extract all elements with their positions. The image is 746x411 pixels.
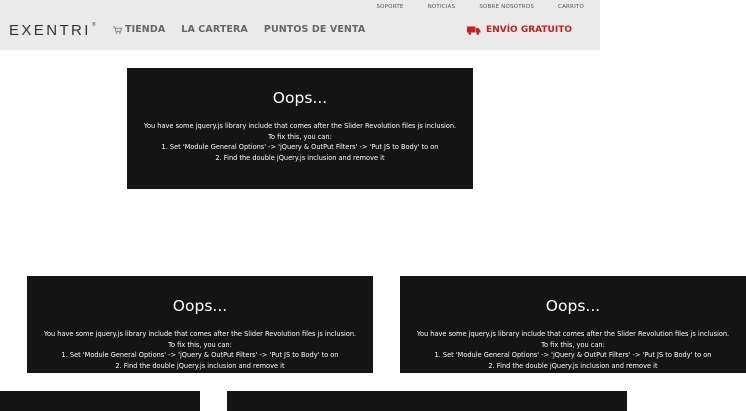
logo-mark: ®	[91, 22, 96, 28]
nav-tienda-label: TIENDA	[125, 24, 166, 35]
error-title: Oops...	[172, 297, 228, 315]
free-shipping-label: ENVÍO GRATUITO	[486, 25, 572, 35]
top-nav-sobre-nosotros[interactable]: SOBRE NOSOTROS	[479, 4, 535, 10]
error-line-4: 2. Find the double jQuery.js inclusion and remove it	[488, 361, 658, 370]
top-nav-carrito[interactable]: CARRITO	[558, 4, 584, 10]
logo-text: EXENTRI	[9, 22, 91, 39]
slider-error-panel	[127, 68, 473, 189]
top-nav	[352, 4, 584, 10]
error-line-1: You have some jquery.js library include that comes after the Slider Revolution files js inclusion.	[416, 330, 730, 338]
free-shipping-link[interactable]	[467, 25, 572, 35]
truck-icon	[467, 26, 481, 35]
slider-error-panel	[400, 276, 746, 373]
error-title: Oops...	[545, 297, 601, 315]
error-line-4: 2. Find the double jQuery.js inclusion and remove it	[215, 153, 385, 162]
site-header	[0, 0, 600, 50]
error-line-2: To fix this, you can:	[268, 132, 332, 141]
error-line-4: 2. Find the double jQuery.js inclusion and remove it	[115, 361, 285, 370]
error-line-1: You have some jquery.js library include that comes after the Slider Revolution files js inclusion.	[143, 122, 457, 130]
nav-la-cartera-label: LA CARTERA	[181, 24, 248, 35]
error-line-2: To fix this, you can:	[541, 340, 605, 349]
slider-error-panel-partial	[0, 391, 200, 411]
error-line-1: You have some jquery.js library include that comes after the Slider Revolution files js inclusion.	[43, 330, 357, 338]
site-logo[interactable]	[9, 22, 96, 39]
error-line-3: 1. Set 'Module General Options' -> 'jQuery & OutPut Filters' -> 'Put JS to Body' to on	[434, 351, 712, 359]
error-title: Oops...	[272, 89, 328, 107]
slider-error-panel-partial	[227, 391, 627, 411]
main-nav	[113, 24, 381, 35]
error-line-3: 1. Set 'Module General Options' -> 'jQuery & OutPut Filters' -> 'Put JS to Body' to on	[61, 351, 339, 359]
nav-puntos-label: PUNTOS DE VENTA	[263, 24, 366, 35]
top-nav-noticias[interactable]: NOTICIAS	[427, 4, 456, 10]
nav-puntos-de-venta[interactable]	[264, 24, 365, 35]
error-line-3: 1. Set 'Module General Options' -> 'jQuery & OutPut Filters' -> 'Put JS to Body' to on	[161, 143, 439, 151]
error-line-2: To fix this, you can:	[168, 340, 232, 349]
slider-error-panel	[27, 276, 373, 373]
top-nav-soporte[interactable]: SOPORTE	[376, 4, 404, 10]
nav-la-cartera[interactable]	[181, 24, 248, 35]
cart-icon	[113, 26, 122, 34]
nav-tienda[interactable]	[113, 24, 165, 35]
